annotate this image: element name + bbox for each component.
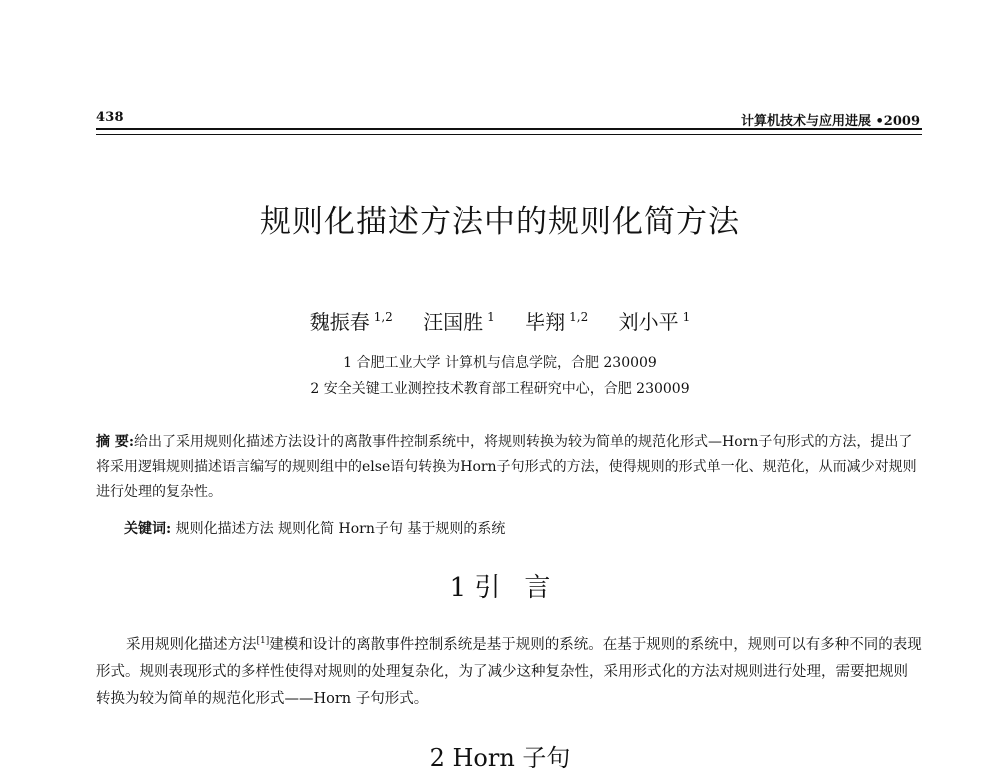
affiliation-1: 1 合肥工业大学 计算机与信息学院，合肥 230009 [343, 355, 657, 371]
section-1-body [96, 628, 922, 713]
header-rule-thick [96, 128, 922, 130]
header-rule-thin [96, 134, 922, 135]
keywords-label: 关键词: [124, 521, 172, 537]
author: 毕翔 $^{1,2}$ [525, 310, 589, 334]
affiliation-2: 2 安全关键工业测控技术教育部工程研究中心，合肥 230009 [310, 381, 690, 397]
section-1-number: 1 引 [449, 573, 501, 603]
section-1-title: 言 [524, 573, 551, 603]
author: 汪国胜 $^1$ [423, 310, 495, 334]
abstract-label: 摘 要: [96, 434, 135, 450]
author: 魏振春 $^{1,2}$ [309, 310, 393, 334]
section-2-heading: 2 Horn 子句 [429, 744, 571, 772]
section-1-heading [0, 567, 1000, 604]
abstract [96, 430, 922, 505]
page-number: 438 [96, 110, 124, 125]
paragraph: 采用规则化描述方法[1]建模和设计的离散事件控制系统是基于规则的系统。在基于规则的系统中，规则可以有多种不同的表现形式。规则表现形式的多样性使得对规则的处理复杂化，为了减少这种复杂性，采用形式化的方法对规则进行处理，需要把规则转换为较为简单的规范化形式——Horn 子句形式。 [96, 636, 922, 707]
keywords [124, 518, 505, 538]
abstract-text: 给出了采用规则化描述方法设计的离散事件控制系统中，将规则转换为较为简单的规范化形式—Horn子句形式的方法，提出了将采用逻辑规则描述语言编写的规则组中的else语句转换为Horn子句形式的方法，使得规则的形式单一化、规范化，从而减少对规则进行处理的复杂性。 [96, 434, 917, 500]
author: 刘小平 $^1$ [618, 310, 691, 334]
paper-title: 规则化描述方法中的规则化简方法 [260, 204, 740, 240]
citation-ref: [1] [256, 636, 270, 646]
journal-name: 计算机技术与应用进展 •2009 [740, 114, 920, 129]
keywords-text: 规则化描述方法 规则化简 Horn子句 基于规则的系统 [175, 521, 506, 537]
author-list [0, 306, 1000, 335]
